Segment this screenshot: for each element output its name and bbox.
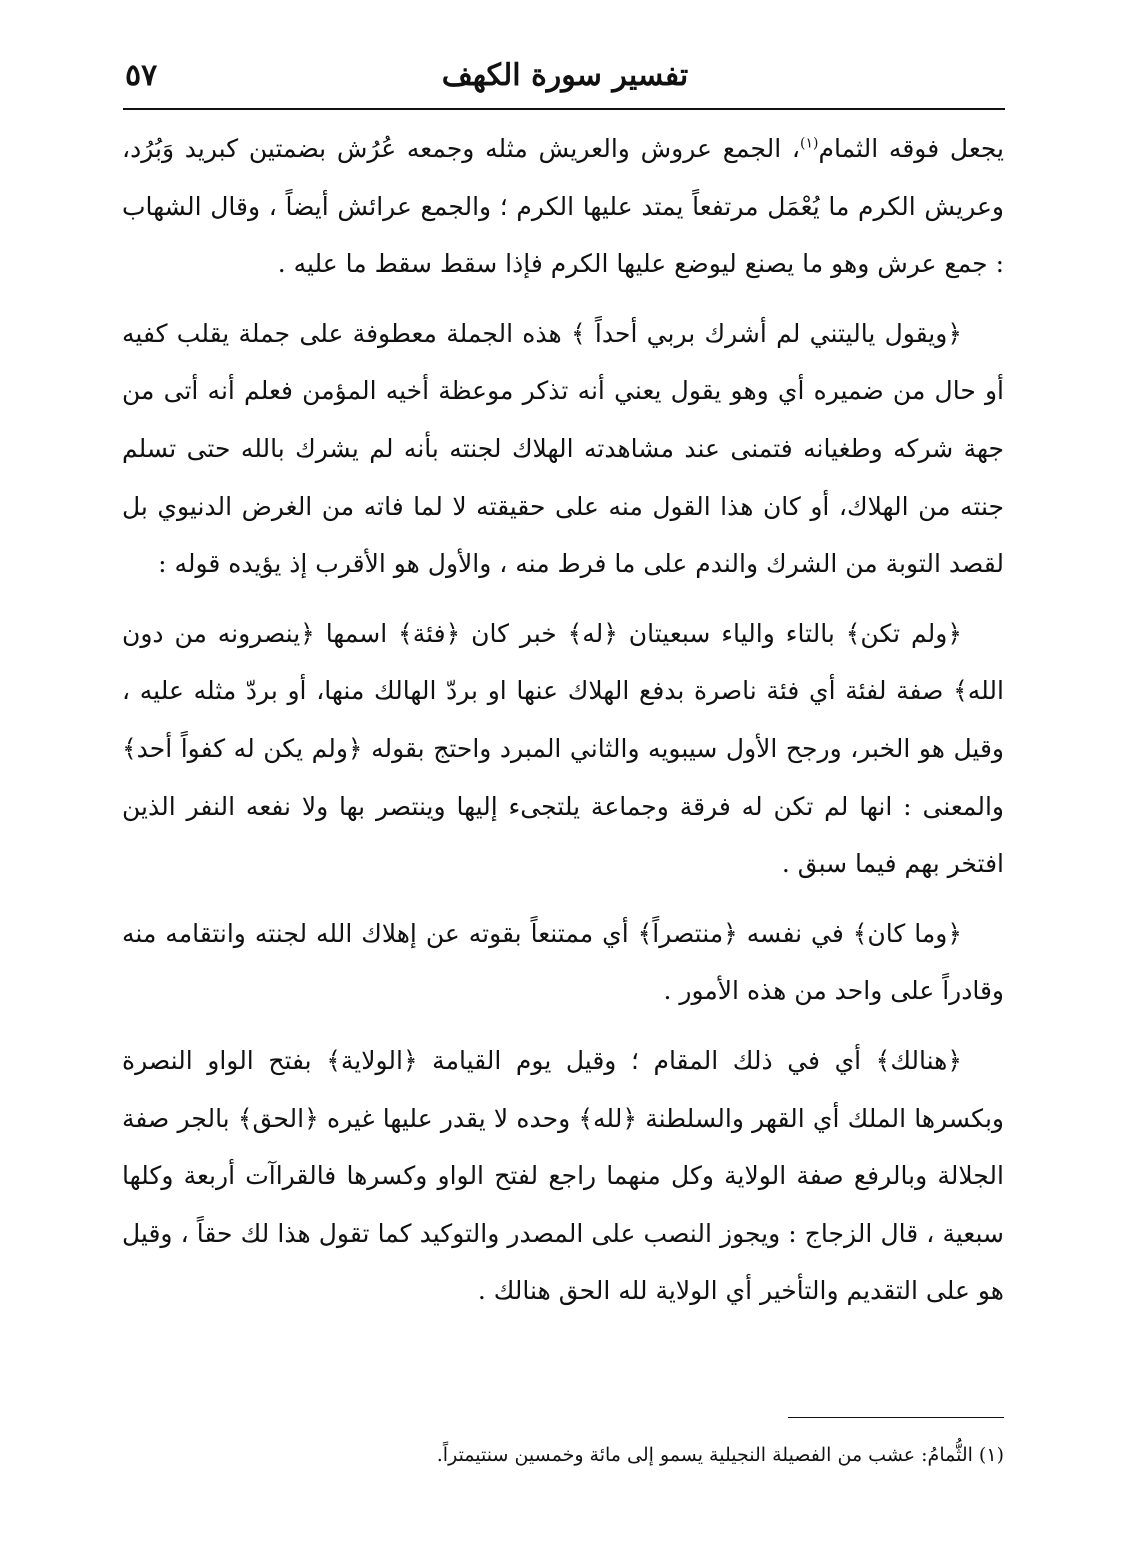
paragraph: ﴿ويقول ياليتني لم أشرك بربي أحداً ﴾ هذه الجملة معطوفة على جملة يقلب كفيه أو حال من ضميره أي وهو يقول يعني أنه تذكر موعظة أخيه المؤمن فعلم أنه أتى من جهة شركه وطغيانه فتمنى عند مشاهدته الهلاك لجنته بأنه لم يشرك بالله حتى تسلم جنته من الهلاك، أو كان هذا القول منه على حقيقته لا لما فاته من الغرض الدنيوي بل لقصد التوبة من الشرك والندم على ما فرط منه ، والأول هو الأقرب إذ يؤيده قوله : [122,318,1004,579]
footnote-divider [788,1417,1004,1418]
running-title: تفسير سورة الكهف [441,58,689,93]
paragraph: ﴿ولم تكن﴾ بالتاء والياء سبعيتان ﴿له﴾ خبر كان ﴿فئة﴾ اسمها ﴿ينصرونه من دون الله﴾ صفة لفئة أي فئة ناصرة بدفع الهلاك عنها او بردّ الهالك منها، أو بردّ مثله عليه ، وقيل هو الخبر، ورجح الأول سيبويه والثاني المبرد واحتج بقوله ﴿ولم يكن له كفواً أحد﴾ والمعنى : انها لم تكن له فرقة وجماعة يلتجىء إليها وينتصر بها ولا نفعه النفر الذين افتخر بهم فيما سبق . [122,618,1004,879]
paragraph-text: يجعل فوقه الثمام [818,134,1005,163]
paragraph [122,120,1004,293]
page-number: ٥٧ [125,58,158,93]
paragraph: ﴿وما كان﴾ في نفسه ﴿منتصراً﴾ أي ممتنعاً بقوته عن إهلاك الله لجنته وانتقامه منه وقادراً على واحد من هذه الأمور . [122,918,1004,1006]
footnote-reference: (١) [800,135,819,152]
page-header [125,52,1005,102]
footnote: (١) الثُّمامُ: عشب من الفصيلة النجيلية يسمو إلى مائة وخمسين سنتيمتراً. [436,1444,1004,1466]
paragraph: ﴿هنالك﴾ أي في ذلك المقام ؛ وقيل يوم القيامة ﴿الولاية﴾ بفتح الواو النصرة وبكسرها الملك أي القهر والسلطنة ﴿لله﴾ وحده لا يقدر عليها غيره ﴿الحق﴾ بالجر صفة الجلالة وبالرفع صفة الولاية وكل منهما راجع لفتح الواو وكسرها فالقراآت أربعة وكلها سبعية ، قال الزجاج : ويجوز النصب على المصدر والتوكيد كما تقول هذا لك حقاً ، وقيل هو على التقديم والتأخير أي الولاية لله الحق هنالك . [122,1045,1004,1306]
paragraph-text-continued: ، الجمع عروش والعريش مثله وجمعه عُرُش بضمتين كبريد وَبُرُد، وعريش الكرم ما يُعْمَل مرتفعاً يمتد عليها الكرم ؛ والجمع عرائش أيضاً ، وقال الشهاب : جمع عرش وهو ما يصنع ليوضع عليها الكرم فإذا سقط سقط ما عليه . [122,134,1004,279]
main-text [122,120,1004,1332]
header-divider [123,108,1005,110]
